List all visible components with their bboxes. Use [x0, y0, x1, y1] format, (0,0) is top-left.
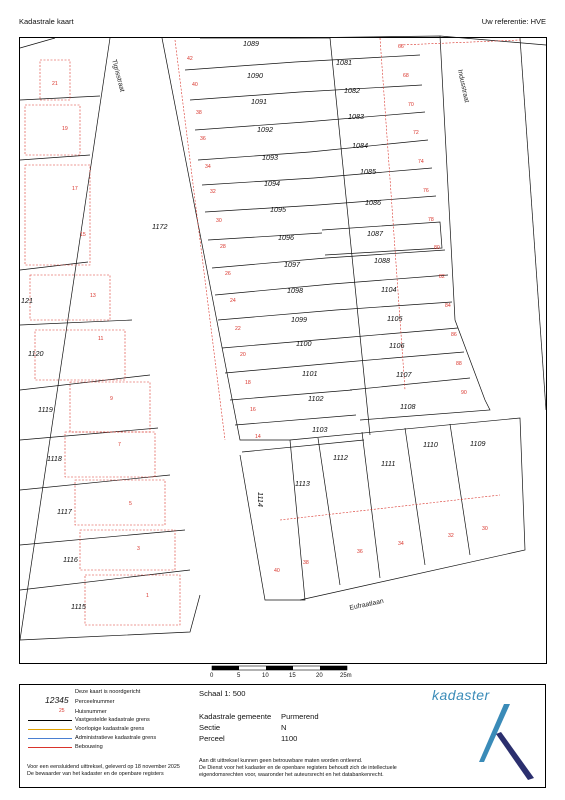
legend-label: Deze kaart is noordgericht — [75, 689, 141, 695]
house-number: 15 — [80, 232, 86, 238]
map-frame — [20, 38, 547, 664]
scale-tick: 20 — [316, 673, 323, 679]
parcel-number: 1091 — [251, 97, 267, 106]
parcel-number: 1117 — [57, 507, 72, 516]
parcel-number: 1107 — [396, 370, 412, 379]
perceel-value: 1100 — [281, 734, 298, 743]
house-number: 1 — [146, 593, 149, 599]
parcel-number: 1088 — [374, 256, 390, 265]
house-number: 36 — [357, 549, 363, 555]
parcel-labels — [21, 39, 485, 611]
parcel-number: 1095 — [270, 205, 286, 214]
legend-label: Voorlopige kadastrale grens — [75, 726, 145, 732]
sectie-value: N — [281, 723, 287, 732]
legend-line-provisional — [28, 729, 72, 730]
legend-label: Huisnummer — [75, 709, 107, 715]
scale-tick: 5 — [237, 673, 241, 679]
page-title: Kadastrale kaart — [19, 17, 74, 26]
parcel-number: 1113 — [295, 479, 310, 488]
house-number: 38 — [196, 110, 202, 116]
parcel-number: 1092 — [257, 125, 273, 134]
parcel-number: 1090 — [247, 71, 263, 80]
scale-tick: 25m — [340, 673, 352, 679]
parcel-number: 1081 — [336, 58, 352, 67]
disclaimer-line: De Dienst voor het kadaster en de openbare registers behoudt zich de intellectuele — [199, 765, 397, 771]
house-number: 88 — [456, 361, 462, 367]
legend-sample-house: 25 — [59, 708, 65, 714]
house-number: 26 — [225, 271, 231, 277]
parcel-number: 1109 — [470, 439, 486, 448]
street-name: Tigrisstraat — [110, 58, 126, 93]
house-number: 86 — [451, 332, 457, 338]
house-number: 34 — [205, 164, 211, 170]
house-number: 3 — [137, 546, 140, 552]
parcel-number: 1116 — [63, 555, 78, 564]
parcel-number: 1108 — [400, 402, 416, 411]
parcel-number: 1115 — [71, 602, 86, 611]
street-name: Eufraatlaan — [348, 597, 385, 612]
house-number: 28 — [220, 244, 226, 250]
parcel-number: 1103 — [312, 425, 328, 434]
legend-label: Administratieve kadastrale grens — [75, 735, 157, 741]
house-number: 30 — [216, 218, 222, 224]
house-number: 78 — [428, 217, 434, 223]
parcel-number: 1106 — [389, 341, 405, 350]
sectie-label: Sectie — [199, 723, 221, 732]
house-number: 90 — [461, 390, 467, 396]
kadaster-logo-text: kadaster — [432, 687, 490, 703]
footer-issued: Voor een eensluidend uittreksel, geleverd op 18 november 2025 — [27, 764, 180, 770]
parcel-number: 1085 — [360, 167, 376, 176]
house-number: 70 — [408, 102, 414, 108]
house-number: 21 — [52, 81, 58, 87]
scale-tick: 0 — [210, 673, 214, 679]
parcel-number: 1082 — [344, 86, 360, 95]
house-number: 24 — [230, 298, 236, 304]
parcel-number: 1120 — [28, 349, 44, 358]
parcel-number: 1105 — [387, 314, 403, 323]
house-number: 38 — [303, 560, 309, 566]
parcel-number: 1093 — [262, 153, 278, 162]
parcel-number: 1172 — [152, 222, 168, 231]
parcel-number: 1096 — [278, 233, 294, 242]
reference-label: Uw referentie: HVE — [481, 17, 546, 26]
gemeente-value: Purmerend — [281, 712, 319, 721]
house-number: 18 — [245, 380, 251, 386]
house-number: 82 — [439, 274, 445, 280]
parcel-number: 1099 — [291, 315, 307, 324]
footer-custodian: De bewaarder van het kadaster en de openbare registers — [27, 771, 164, 777]
house-number: 14 — [255, 434, 261, 440]
parcel-number: 1101 — [302, 369, 318, 378]
house-number: 13 — [90, 293, 96, 299]
house-number: 80 — [434, 245, 440, 251]
parcel-number: 1111 — [381, 459, 396, 468]
house-number: 32 — [210, 189, 216, 195]
house-number: 20 — [240, 352, 246, 358]
house-number: 42 — [187, 56, 193, 62]
house-number: 17 — [72, 186, 78, 192]
house-number: 84 — [445, 303, 451, 309]
parcel-number: 1118 — [47, 454, 62, 463]
street-name: Indusstraat — [456, 68, 470, 104]
legend-label: Bebouwing — [75, 744, 103, 750]
parcel-number: 1089 — [243, 39, 259, 48]
kadaster-logo-mark — [470, 702, 542, 782]
parcel-number: 1119 — [38, 405, 53, 414]
house-number: 40 — [192, 82, 198, 88]
legend-line-fixed — [28, 720, 72, 721]
house-number: 34 — [398, 541, 404, 547]
parcel-number: 1097 — [284, 260, 300, 269]
parcel-number: 121 — [21, 296, 33, 305]
parcel-number: 1112 — [333, 453, 348, 462]
house-number: 9 — [110, 396, 113, 402]
disclaimer-line: eigendomsrechten voor, waaronder het auteursrecht en het databankenrecht. — [199, 772, 384, 778]
house-number: 68 — [403, 73, 409, 79]
parcel-number: 1083 — [348, 112, 364, 121]
scale-label: Schaal 1: 500 — [199, 689, 246, 698]
parcel-number: 1098 — [287, 286, 303, 295]
house-number: 22 — [235, 326, 241, 332]
parcel-number: 1104 — [381, 285, 397, 294]
house-number: 66 — [398, 44, 404, 50]
parcel-number: 1094 — [264, 179, 280, 188]
house-number: 11 — [98, 336, 104, 342]
parcel-number: 1114 — [256, 492, 265, 507]
legend-sample-parcel: 12345 — [45, 695, 69, 705]
house-number: 5 — [129, 501, 132, 507]
house-number: 19 — [62, 126, 68, 132]
parcel-number: 1086 — [365, 198, 381, 207]
parcel-number: 1100 — [296, 339, 312, 348]
disclaimer-line: Aan dit uittreksel kunnen geen betrouwbare maten worden ontleend. — [199, 758, 363, 764]
parcel-number: 1110 — [423, 440, 438, 449]
house-number: 7 — [118, 442, 121, 448]
legend-line-administrative — [28, 738, 72, 739]
legend-label: Perceelnummer — [75, 699, 115, 705]
house-number: 74 — [418, 159, 424, 165]
house-number: 72 — [413, 130, 419, 136]
house-number: 32 — [448, 533, 454, 539]
house-number: 30 — [482, 526, 488, 532]
house-number: 16 — [250, 407, 256, 413]
perceel-label: Perceel — [199, 734, 225, 743]
parcel-number: 1087 — [367, 229, 383, 238]
legend-label: Vastgestelde kadastrale grens — [75, 717, 150, 723]
legend-line-building — [28, 747, 72, 748]
parcel-number: 1084 — [352, 141, 368, 150]
gemeente-label: Kadastrale gemeente — [199, 712, 272, 721]
scale-tick: 15 — [289, 673, 296, 679]
scale-bar — [210, 666, 352, 679]
house-number: 76 — [423, 188, 429, 194]
parcel-number: 1102 — [308, 394, 324, 403]
house-number: 40 — [274, 568, 280, 574]
scale-tick: 10 — [262, 673, 269, 679]
house-number: 36 — [200, 136, 206, 142]
